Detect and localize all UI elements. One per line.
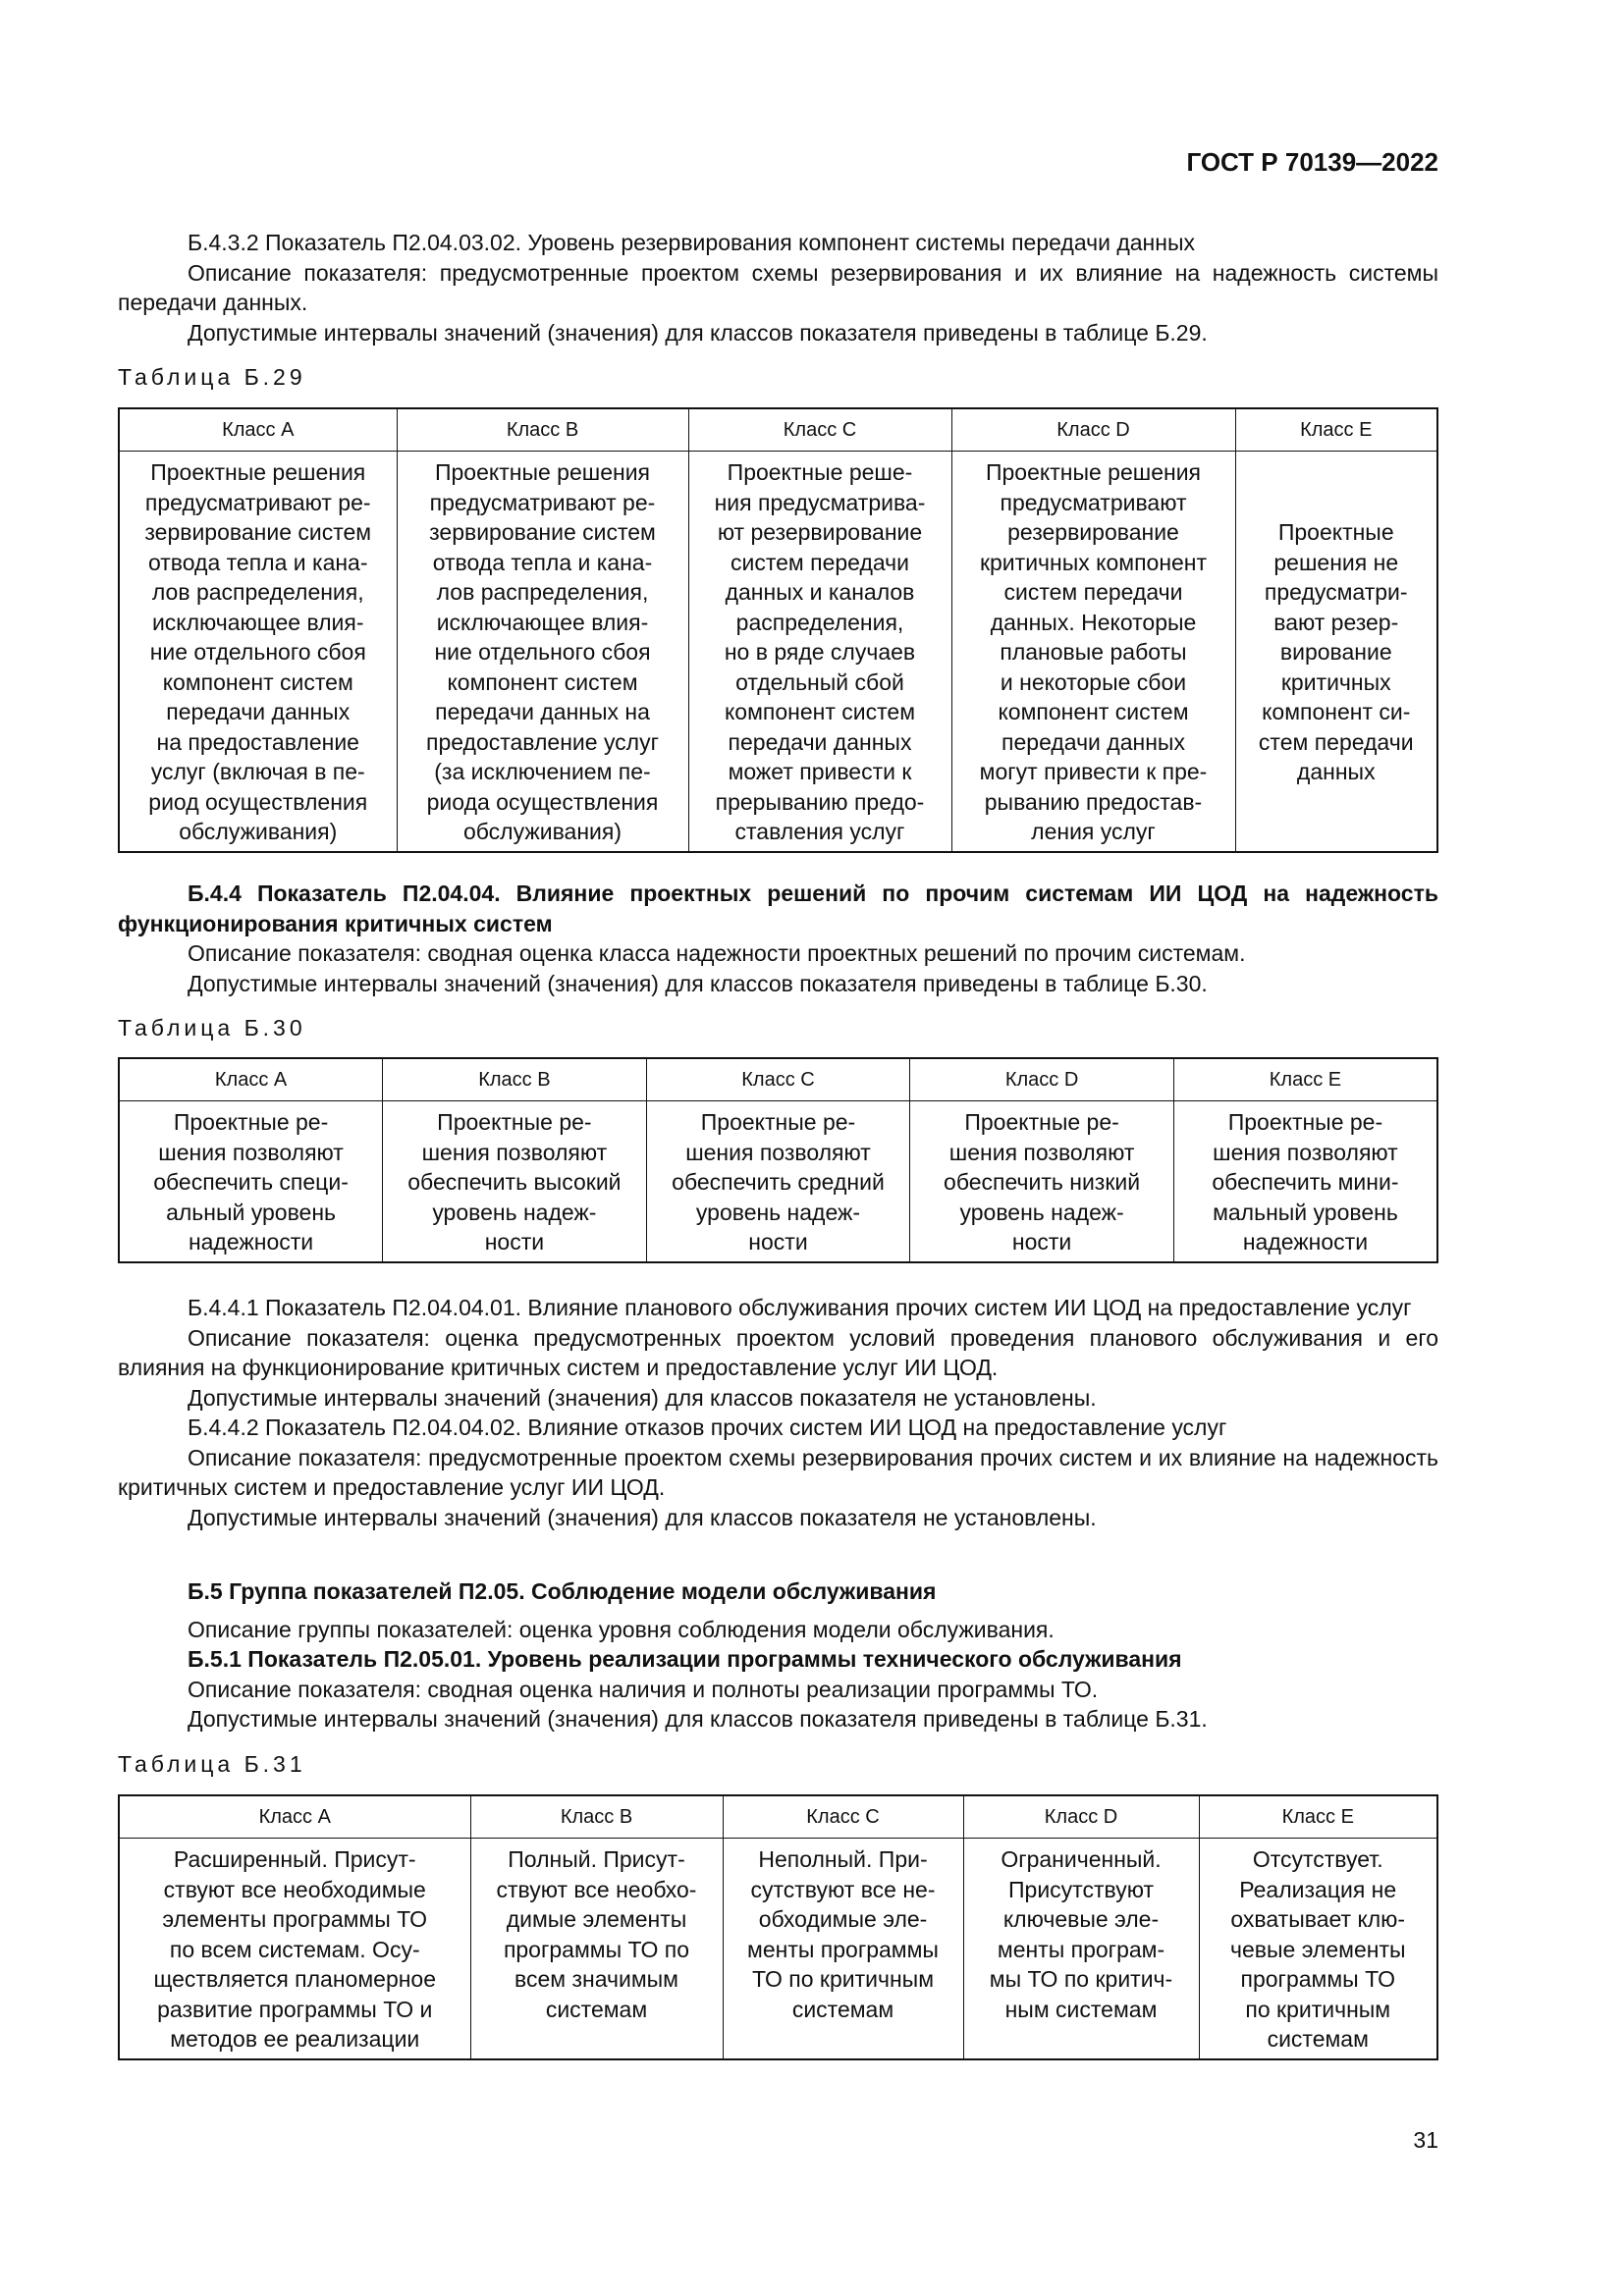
page-number: 31 <box>1413 2127 1438 2153</box>
table-cell: Отсутствует. Реализация не охватывает клю- чевые элементы программы ТО по критичным системам <box>1199 1839 1437 2059</box>
table-row <box>119 1839 1437 2059</box>
indicator-title: Б.4.4.1 Показатель П2.04.04.01. Влияние планового обслуживания прочих систем ИИ ЦОД на предоставление услуг <box>188 1295 1412 1320</box>
header-cell: Класс D <box>963 1795 1199 1839</box>
table-cell: Проектные решения предусматривают ре- зервирование систем отвода тепла и кана- лов распределения, исключающее влия- ние отдельного сбоя компонент систем передачи данных на предоставление услуг (за исключением пе- риода осуществления обслуживания) <box>397 452 688 852</box>
header-cell: Класс А <box>119 408 397 452</box>
table-cell: Проектные решения предусматривают ре- зервирование систем отвода тепла и кана- лов распределения, исключающее влия- ние отдельного сбоя компонент систем передачи данных на предоставление услуг (включая в пе- риод осуществления обслуживания) <box>119 452 397 852</box>
section-b5 <box>118 1576 1438 1735</box>
header-cell: Класс В <box>470 1795 723 1839</box>
table-cell: Проектные решения не предусматри- вают резер- вирование критичных компонент си- стем передачи данных <box>1235 452 1437 852</box>
header-cell: Класс Е <box>1173 1058 1437 1101</box>
indicator-description: Описание показателя: предусмотренные проектом схемы резервирования и их влияние на надежность системы передачи данных. <box>118 259 1438 315</box>
table-cell: Полный. Присут- ствуют все необхо- димые элементы программы ТО по всем значимым системам <box>470 1839 723 2059</box>
table-b31 <box>118 1794 1438 2060</box>
allowed-intervals: Допустимые интервалы значений (значения) для классов показателя приведены в таблице Б.30. <box>188 970 1208 996</box>
header-cell: Класс Е <box>1199 1795 1437 1839</box>
header-cell: Класс С <box>723 1795 963 1839</box>
section-b4-4 <box>118 879 1438 998</box>
allowed-intervals: Допустимые интервалы значений (значения) для классов показателя приведены в таблице Б.29. <box>188 319 1208 346</box>
table-b30 <box>118 1057 1438 1263</box>
table-header-row <box>119 1795 1437 1839</box>
standard-header: ГОСТ Р 70139—2022 <box>1186 147 1438 177</box>
table-caption: Таблица Б.29 <box>118 364 306 390</box>
section-heading: Б.4.4 Показатель П2.04.04. Влияние проектных решений по прочим системам ИИ ЦОД на надежность функционирования критичных систем <box>118 881 1438 936</box>
table-row <box>119 1101 1437 1262</box>
table-cell: Проектные реше- ния предусматрива- ют резервирование систем передачи данных и каналов распределения, но в ряде случаев отдельный сбой компонент систем передачи данных может привести к прерыванию предо- ставления услуг <box>688 452 951 852</box>
header-cell: Класс В <box>397 408 688 452</box>
table-header-row <box>119 1058 1437 1101</box>
table-cell: Проектные решения предусматривают резервирование критичных компонент систем передачи данных. Некоторые плановые работы и некоторые сбои компонент систем передачи данных могут привести к пре- рыванию предостав- ления услуг <box>951 452 1235 852</box>
section-b4-3-2 <box>118 228 1438 347</box>
indicator-title: Б.4.3.2 Показатель П2.04.03.02. Уровень резервирования компонент системы передачи данных <box>188 230 1195 255</box>
table-cell: Проектные ре- шения позволяют обеспечить мини- мальный уровень надежности <box>1173 1101 1437 1262</box>
allowed-intervals: Допустимые интервалы значений (значения) для классов показателя не установлены. <box>188 1504 1097 1530</box>
table-header-row <box>119 408 1437 452</box>
header-cell: Класс С <box>646 1058 910 1101</box>
indicator-description: Описание показателя: сводная оценка класса надежности проектных решений по прочим системам. <box>188 940 1246 966</box>
indicator-title: Б.4.4.2 Показатель П2.04.04.02. Влияние отказов прочих систем ИИ ЦОД на предоставление услуг <box>188 1415 1227 1440</box>
header-cell: Класс В <box>383 1058 647 1101</box>
header-cell: Класс А <box>119 1795 470 1839</box>
table-cell: Проектные ре- шения позволяют обеспечить высокий уровень надеж- ности <box>383 1101 647 1262</box>
allowed-intervals: Допустимые интервалы значений (значения) для классов показателя приведены в таблице Б.31. <box>188 1706 1208 1732</box>
subsection-heading: Б.5.1 Показатель П2.05.01. Уровень реализации программы технического обслуживания <box>188 1646 1182 1672</box>
table-cell: Проектные ре- шения позволяют обеспечить низкий уровень надеж- ности <box>910 1101 1174 1262</box>
section-heading: Б.5 Группа показателей П2.05. Соблюдение модели обслуживания <box>188 1578 937 1604</box>
header-cell: Класс С <box>688 408 951 452</box>
group-description: Описание группы показателей: оценка уровня соблюдения модели обслуживания. <box>188 1616 1055 1642</box>
table-caption: Таблица Б.31 <box>118 1751 306 1777</box>
allowed-intervals: Допустимые интервалы значений (значения) для классов показателя не установлены. <box>188 1384 1097 1411</box>
header-cell: Класс Е <box>1235 408 1437 452</box>
section-b4-4-subs <box>118 1293 1438 1532</box>
indicator-description: Описание показателя: предусмотренные проектом схемы резервирования прочих систем и их влияние на надежность критичных систем и предоставление услуг ИИ ЦОД. <box>118 1444 1438 1500</box>
indicator-description: Описание показателя: оценка предусмотренных проектом условий проведения планового обслуживания и его влияния на функционирование критичных систем и предоставление услуг ИИ ЦОД. <box>118 1324 1438 1380</box>
table-cell: Расширенный. Присут- ствуют все необходимые элементы программы ТО по всем системам. Осу- ществляется планомерное развитие программы ТО и методов ее реализации <box>119 1839 470 2059</box>
table-cell: Неполный. При- сутствуют все не- обходимые эле- менты программы ТО по критичным системам <box>723 1839 963 2059</box>
table-cell: Проектные ре- шения позволяют обеспечить средний уровень надеж- ности <box>646 1101 910 1262</box>
table-cell: Проектные ре- шения позволяют обеспечить специ- альный уровень надежности <box>119 1101 383 1262</box>
table-b29 <box>118 407 1438 853</box>
table-row <box>119 452 1437 852</box>
table-cell: Ограниченный. Присутствуют ключевые эле- менты програм- мы ТО по критич- ным системам <box>963 1839 1199 2059</box>
header-cell: Класс D <box>910 1058 1174 1101</box>
indicator-description: Описание показателя: сводная оценка наличия и полноты реализации программы ТО. <box>188 1676 1099 1702</box>
header-cell: Класс А <box>119 1058 383 1101</box>
table-caption: Таблица Б.30 <box>118 1015 306 1041</box>
header-cell: Класс D <box>951 408 1235 452</box>
